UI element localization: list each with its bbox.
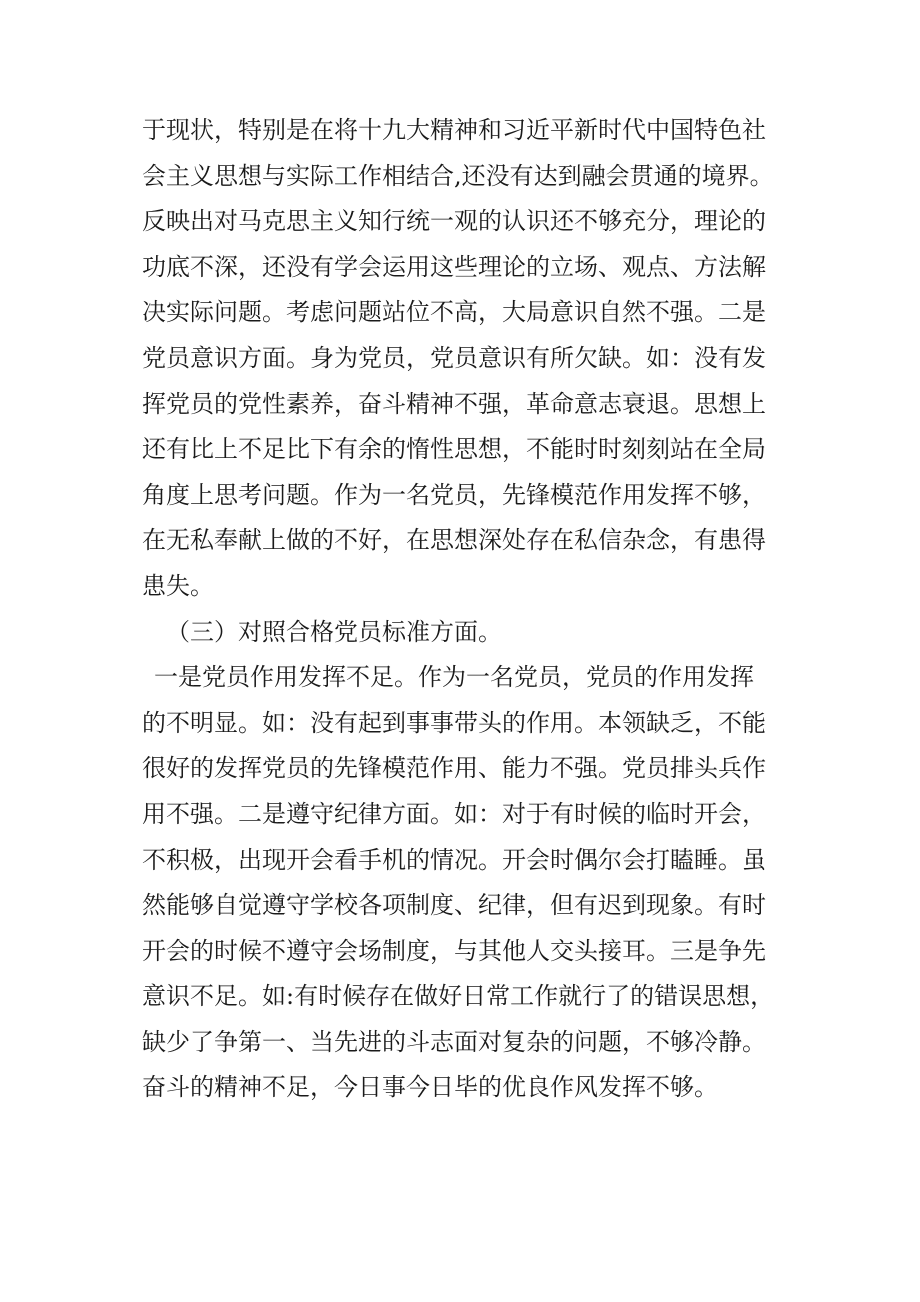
text-line: 很好的发挥党员的先锋模范作用、能力不强。党员排头兵作 <box>142 754 766 783</box>
text-line: 不积极，出现开会看手机的情况。开会时偶尔会打瞌睡。虽 <box>142 845 766 874</box>
body-text <box>142 108 802 1111</box>
section-heading: （三）对照合格党员标准方面。 <box>166 617 502 646</box>
text-line: 反映出对马克思主义知行统一观的认识还不够充分，理论的 <box>142 207 766 236</box>
text-line: 会主义思想与实际工作相结合,还没有达到融会贯通的境界。 <box>142 161 774 190</box>
text-line: 缺少了争第一、当先进的斗志面对复杂的问题，不够冷静。 <box>142 1027 766 1056</box>
text-line: 奋斗的精神不足，今日事今日毕的优良作风发挥不够。 <box>142 1073 718 1102</box>
text-line: 挥党员的党性素养，奋斗精神不强，革命意志衰退。思想上 <box>142 389 766 418</box>
text-line: 在无私奉献上做的不好，在思想深处存在私信杂念，有患得 <box>142 526 766 555</box>
text-line: 一是党员作用发挥不足。作为一名党员，党员的作用发挥 <box>154 663 754 692</box>
text-line: 意识不足。如:有时候存在做好日常工作就行了的错误思想， <box>142 982 775 1011</box>
text-line: 功底不深，还没有学会运用这些理论的立场、观点、方法解 <box>142 252 766 281</box>
text-line: 党员意识方面。身为党员，党员意识有所欠缺。如：没有发 <box>142 343 766 372</box>
text-line: 于现状，特别是在将十九大精神和习近平新时代中国特色社 <box>142 116 766 144</box>
text-line: 患失。 <box>142 571 214 600</box>
text-line: 用不强。二是遵守纪律方面。如：对于有时候的临时开会， <box>142 799 766 828</box>
text-line: 角度上思考问题。作为一名党员，先锋模范作用发挥不够， <box>142 480 766 509</box>
text-line: 决实际问题。考虑问题站位不高，大局意识自然不强。二是 <box>142 298 766 327</box>
text-line: 开会的时候不遵守会场制度，与其他人交头接耳。三是争先 <box>142 936 766 965</box>
text-line: 然能够自觉遵守学校各项制度、纪律，但有迟到现象。有时 <box>142 891 766 920</box>
text-line: 还有比上不足比下有余的惰性思想，不能时时刻刻站在全局 <box>142 435 766 464</box>
text-line: 的不明显。如：没有起到事事带头的作用。本领缺乏，不能 <box>142 708 766 737</box>
